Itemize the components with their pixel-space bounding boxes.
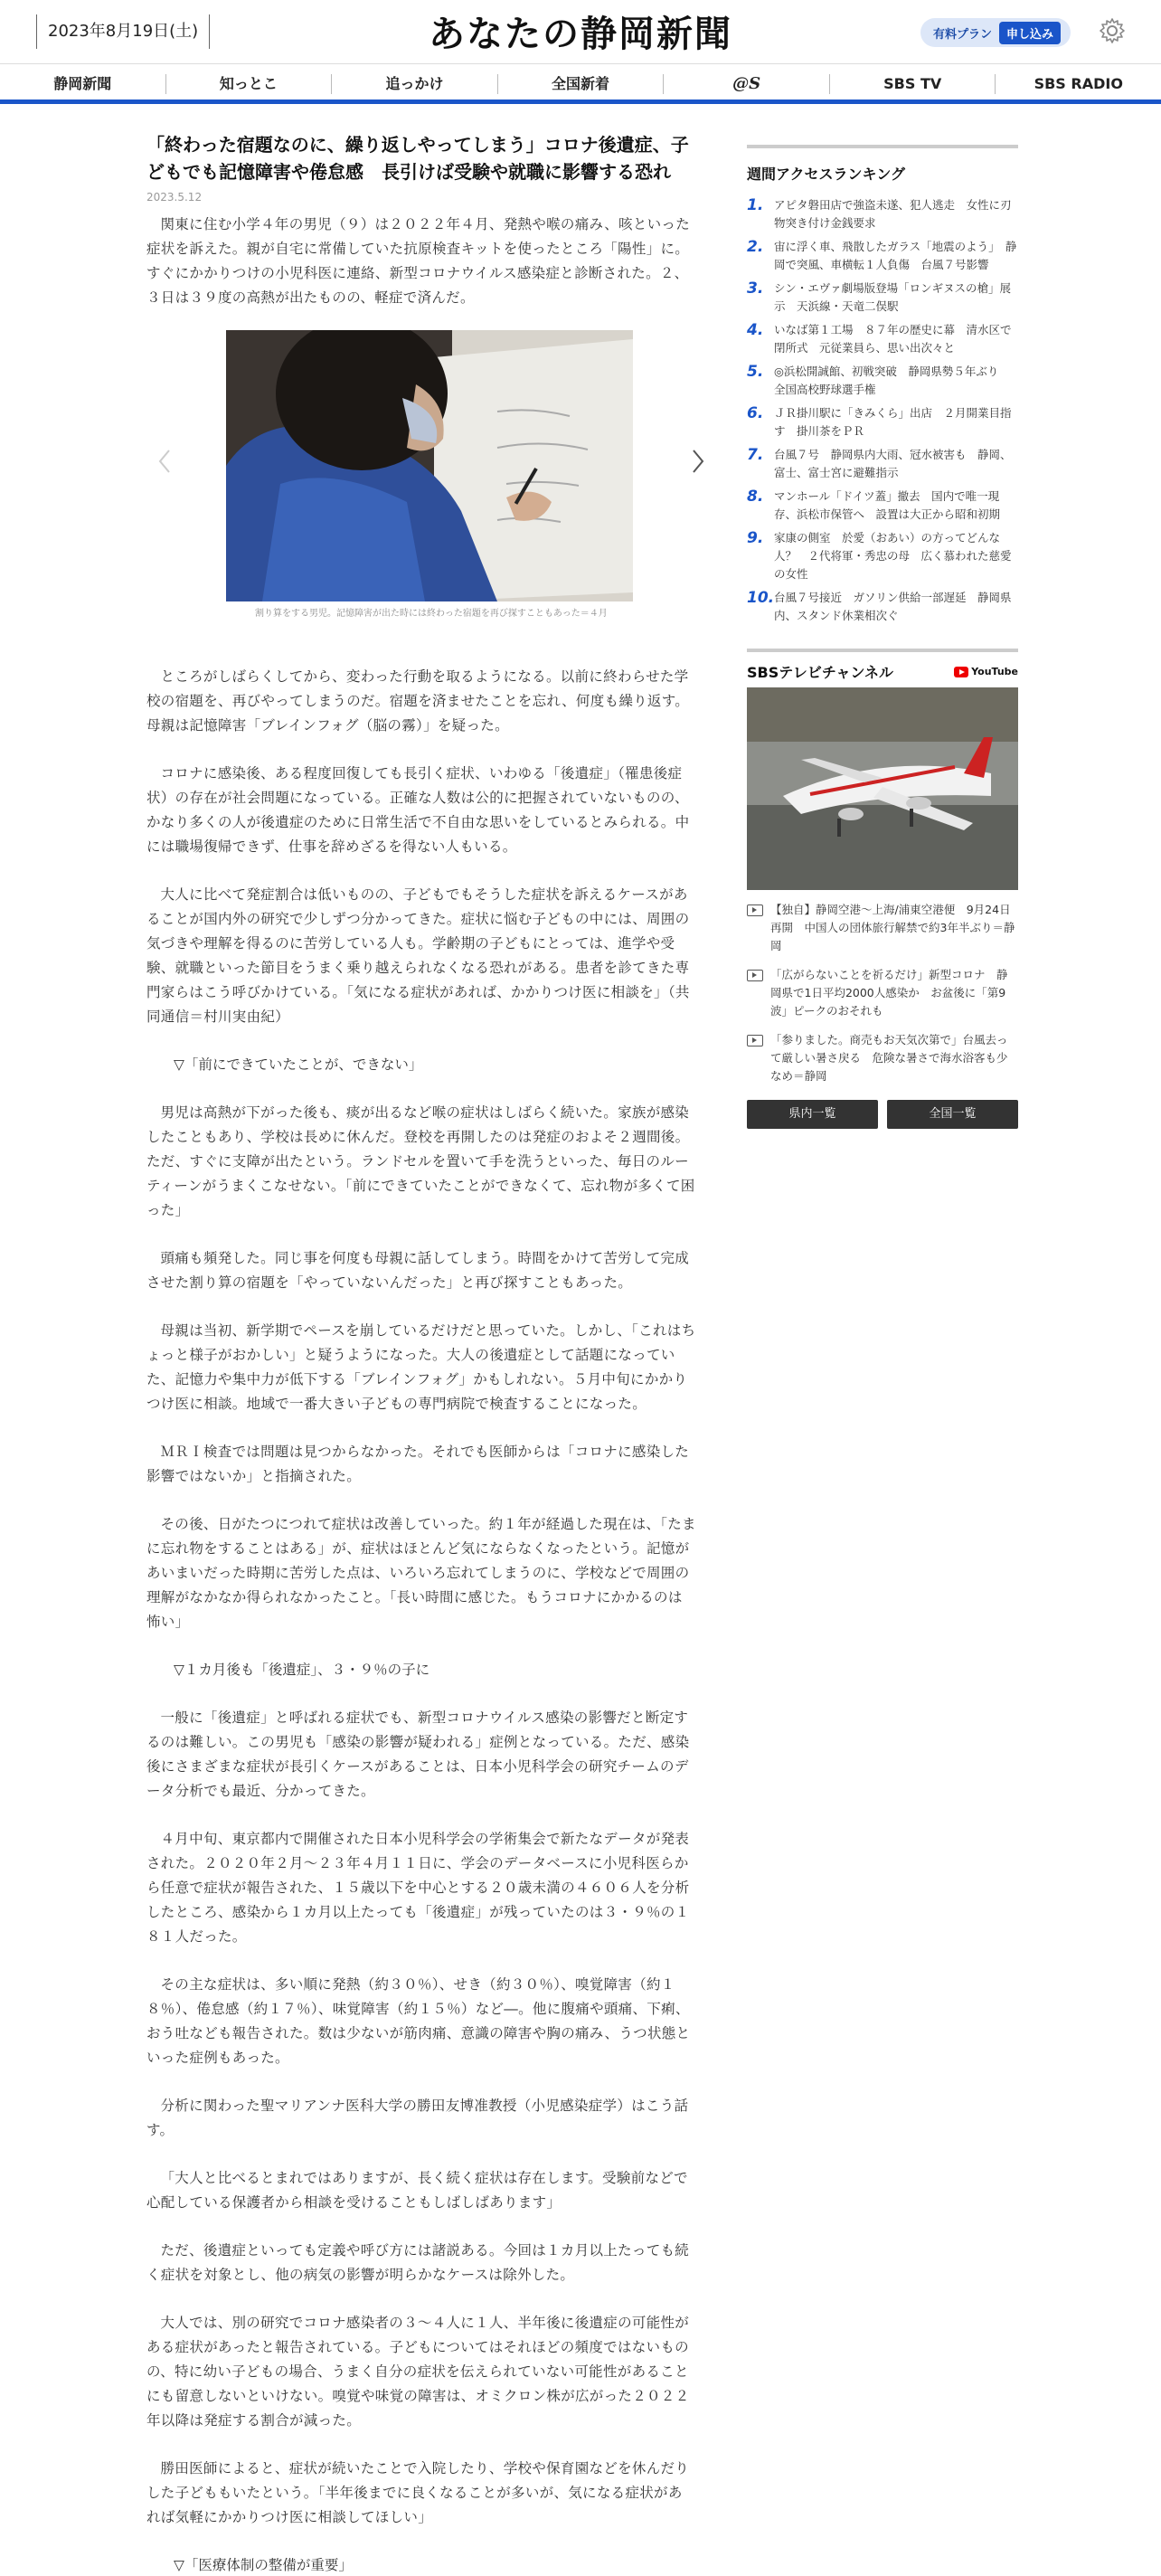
ranking-item[interactable] [747,446,1018,482]
nav-okkake[interactable]: 追っかけ [332,74,498,94]
chevron-left-icon[interactable] [156,448,174,475]
ranking-item[interactable] [747,238,1018,274]
nav-national-news[interactable]: 全国新着 [498,74,665,94]
video-play-icon [747,904,763,916]
rank-headline[interactable]: シン・エヴァ劇場版登場「ロンギヌスの槍」展示 天浜線・天竜二俣駅 [774,281,1011,313]
rank-number: 8. [747,488,764,506]
article-photo [226,330,633,601]
article-paragraph: 分析に関わった聖マリアンナ医科大学の勝田友博准教授（小児感染症学）はこう話す。 [146,2098,689,2138]
rank-headline[interactable]: ＪＲ掛川駅に「きみくら」出店 ２月開業目指す 掛川茶をＰＲ [774,406,1012,438]
national-list-button[interactable]: 全国一覧 [887,1100,1018,1129]
rank-headline[interactable]: 宙に浮く車、飛散したガラス「地震のよう」 静岡で突風、車横転１人負傷 台風７号影響 [774,240,1017,271]
tv-channel-header [747,649,1018,682]
current-date: 2023年8月19日(土) [36,14,210,49]
ranking-title: 週間アクセスランキング [747,145,1018,191]
rank-headline[interactable]: 台風７号 静岡県内大雨、冠水被害も 静岡、富士、富士宮に避難指示 [774,448,1012,479]
video-play-icon [747,970,763,981]
paid-plan-label: 有料プラン [933,27,993,42]
video-link[interactable] [747,1031,1018,1085]
ranking-item[interactable] [747,321,1018,357]
main-nav [0,63,1161,103]
youtube-logo[interactable] [954,666,1018,677]
tv-channel-title: SBSテレビチャンネル [747,664,893,681]
gear-icon[interactable] [1098,16,1127,45]
article-paragraph: 大人では、別の研究でコロナ感染者の３～４人に１人、半年後に後遺症の可能性がある症状があったと報告されている。子どもについてはそれほどの頻度ではないものの、特に幼い子どもの場合、うまく自分の症状を伝えられていない可能性があることにも留意しないといけない。嗅覚や味覚の障害は、オミクロン株が広がった２０２２年以降は発症する割合が減った。 [146,2315,690,2429]
sidebar [747,145,1018,1129]
article-paragraph: ところがしばらくしてから、変わった行動を取るようになる。以前に終わらせた学校の宿題を、再びやってしまうのだ。宿題を済ませたことを忘れ、何度も繰り返す。母親は記憶障害「ブレインフォグ（脳の霧）」を疑った。 [146,668,690,734]
ranking-item[interactable] [747,589,1018,625]
article-paragraph: その後、日がたつにつれて症状は改善していった。約１年が経過した現在は、「たまに忘れ物をすることはある」が、症状はほとんど気にならなくなったという。記憶があいまいだった時期に苦労した点は、いろいろ忘れてしまうのに、学校などで周囲の理解がなかなか得られなかったこと。「長い時間に感じた。もうコロナにかかるのは怖い」 [146,1516,696,1630]
rank-number: 2. [747,238,764,256]
photo-carousel [146,330,696,641]
ranking-item[interactable] [747,279,1018,316]
rank-headline[interactable]: ◎浜松開誠館、初戦突破 静岡県勢５年ぶり 全国高校野球選手権 [774,365,1010,396]
article-title: 「終わった宿題なのに、繰り返しやってしまう」コロナ後遺症、子どもでも記憶障害や倦怠感 長引けば受験や就職に影響する恐れ [146,134,689,183]
ranking-item[interactable] [747,404,1018,440]
rank-headline[interactable]: アピタ磐田店で強盗未遂、犯人逃走 女性に刃物突き付け金銭要求 [774,198,1012,230]
article-paragraph: 頭痛も頻発した。同じ事を何度も母親に話してしまう。時間をかけて苦労して完成させた割り算の宿題を「やっていないんだった」と再び探すこともあった。 [146,1250,690,1291]
video-player[interactable] [747,687,1018,890]
article-paragraph: 男児は高熱が下がった後も、痰が出るなど喉の症状はしばらく続いた。家族が感染したこともあり、学校は長めに休んだ。登校を再開したのは発症のおよそ２週間後。ただ、すぐに支障が出たという。ランドセルを置いて手を洗うといった、毎日のルーティーンがうまくこなせない。「前にできていたことができなくて、忘れ物が多くて困った」 [146,1104,695,1218]
article [146,131,696,2576]
site-header [0,0,1161,63]
nav-sbs-tv[interactable]: SBS TV [830,74,996,94]
article-paragraph: ＭＲＩ検査では問題は見つからなかった。それでも医師からは「コロナに感染した影響ではないか」と指摘された。 [146,1444,690,1484]
signup-button[interactable]: 申し込み [999,22,1061,44]
section-subheading: ▽「医療体制の整備が重要」 [174,2557,353,2573]
article-paragraph: 母親は当初、新学期でペースを崩しているだけだと思っていた。しかし、「これはちょっと様子がおかしい」と疑うようになった。大人の後遺症として話題になっていた、記憶力や集中力が低下する「ブレインフォグ」かもしれない。５月中旬にかかりつけ医に相談。地域で一番大きい子どもの専門病院で検査することになった。 [146,1322,696,1412]
prefecture-list-button[interactable]: 県内一覧 [747,1100,878,1129]
rank-number: 7. [747,446,764,464]
youtube-label: YouTube [971,666,1018,677]
section-subheading: ▽１カ月後も「後遺症」、３・９％の子に [174,1662,430,1678]
ranking-item[interactable] [747,196,1018,232]
rank-number: 3. [747,279,764,298]
video-title[interactable]: 【独自】静岡空港～上海/浦東空港便 9月24日再開 中国人の団体旅行解禁で約3年半ぶり＝静岡 [770,903,1015,952]
site-logo[interactable]: あなたの静岡新聞 [429,13,732,55]
article-paragraph: コロナに感染後、ある程度回復しても長引く症状、いわゆる「後遺症」（罹患後症状）の存在が社会問題になっている。正確な人数は公的に把握されていないものの、かなり多くの人が後遺症のために日常生活で不自由な思いをしているとみられる。中には職場復帰できず、仕事を辞めざるを得ない人もいる。 [146,765,690,855]
nav-shittoko[interactable]: 知っとこ [166,74,333,94]
article-paragraph: 「大人と比べるとまれではありますが、長く続く症状は存在します。受験前などで心配している保護者から相談を受けることもしばしばあります」 [146,2170,688,2211]
rank-headline[interactable]: 家康の側室 於愛（おあい）の方ってどんな人？ ２代将軍・秀忠の母 広く慕われた慈愛の女性 [774,531,1012,581]
article-paragraph: 大人に比べて発症割合は低いものの、子どもでもそうした症状を訴えるケースがあることが国内外の研究で少しずつ分かってきた。症状に悩む子どもの中には、周囲の気づきや理解を得るのに苦労している人も。学齢期の子どもにとっては、進学や受験、就職といった節目をうまく乗り越えられなくなる恐れがある。患者を診てきた専門家らはこう呼びかけている。「気になる症状があれば、かかりつけ医に相談を」（共同通信＝村川実由紀） [146,886,690,1025]
section-subheading: ▽「前にできていたことが、できない」 [174,1056,423,1073]
video-play-icon [747,1035,763,1046]
rank-number: 9. [747,529,764,547]
article-paragraph: 勝田医師によると、症状が続いたことで入院したり、学校や保育園などを休んだりした子どももいたという。「半年後までに良くなることが多いが、気になる症状があれば気軽にかかりつけ医に相談してほしい」 [146,2460,690,2525]
video-link[interactable] [747,901,1018,955]
article-date: 2023.5.12 [146,191,203,204]
rank-number: 10. [747,589,775,607]
paid-plan-banner[interactable] [920,18,1071,47]
ranking-item[interactable] [747,363,1018,399]
nav-shizuoka-news[interactable]: 静岡新聞 [0,74,166,94]
video-link[interactable] [747,966,1018,1020]
ranking-item[interactable] [747,488,1018,524]
nav-at-s[interactable]: @S [664,74,830,94]
article-paragraph: ４月中旬、東京都内で開催された日本小児科学会の学術集会で新たなデータが発表された。２０２０年２月～２３年４月１１日に、学会のデータベースに小児科医らから任意で症状が報告された、１５歳以下を中心とする２０歳未満の４６０６人を分析したところ、感染から１カ月以上たっても「後遺症」が残っていたのは３・９％の１８１人だった。 [146,1831,690,1945]
rank-headline[interactable]: 台風７号接近 ガソリン供給一部遅延 静岡県内、スタンド休業相次ぐ [774,591,1012,622]
photo-caption: 割り算をする男児。記憶障害が出た時には終わった宿題を再び探すこともあった＝４月 [255,609,608,619]
chevron-right-icon[interactable] [689,448,707,475]
video-title[interactable]: 「広がらないことを祈るだけ」新型コロナ 静岡県で1日平均2000人感染か お盆後に「第9波」ピークのおそれも [770,968,1008,1018]
video-title[interactable]: 「参りました。商売もお天気次第で」台風去って厳しい暑さ戻る 危険な暑さで海水浴客も少なめ＝静岡 [770,1033,1008,1083]
article-paragraph: ただ、後遺症といっても定義や呼び方には諸説ある。今回は１カ月以上たっても続く症状を対象とし、他の病気の影響が明らかなケースは除外した。 [146,2242,690,2283]
article-paragraph: その主な症状は、多い順に発熱（約３０％）、せき（約３０％）、嗅覚障害（約１８％）、倦怠感（約１７％）、味覚障害（約１５％）など―。他に腹痛や頭痛、下痢、おう吐なども報告された。数は少ないが筋肉痛、意識の障害や胸の痛み、うつ状態といった症例もあった。 [146,1976,691,2066]
list-buttons [747,1100,1018,1129]
ranking-item[interactable] [747,529,1018,583]
nav-sbs-radio[interactable]: SBS RADIO [1034,74,1123,92]
rank-headline[interactable]: いなば第１工場 ８７年の歴史に幕 清水区で閉所式 元従業員ら、思い出次々と [774,323,1012,355]
rank-headline[interactable]: マンホール「ドイツ蓋」撤去 国内で唯一現存、浜松市保管へ 設置は大正から昭和初期 [774,489,1001,521]
rank-number: 6. [747,404,764,422]
rank-number: 4. [747,321,764,339]
nav-accent-line [0,99,1161,104]
youtube-play-icon [954,667,968,677]
rank-number: 1. [747,196,764,214]
article-paragraph: 一般に「後遺症」と呼ばれる症状でも、新型コロナウイルス感染の影響だと断定するのは難しい。この男児も「感染の影響が疑われる」症例となっている。ただ、感染後にさまざまな症状が長引くケースがあることは、日本小児科学会の研究チームのデータ分析でも最近、分かってきた。 [146,1709,690,1799]
rank-number: 5. [747,363,764,381]
article-lead: 関東に住む小学４年の男児（９）は２０２２年４月、発熱や喉の痛み、咳といった症状を訴えた。親が自宅に常備していた抗原検査キットを使ったところ「陽性」に。すぐにかかりつけの小児科医に連絡、新型コロナウイルス感染症と診断された。２、３日は３９度の高熱が出たものの、軽症で済んだ。 [146,216,691,306]
